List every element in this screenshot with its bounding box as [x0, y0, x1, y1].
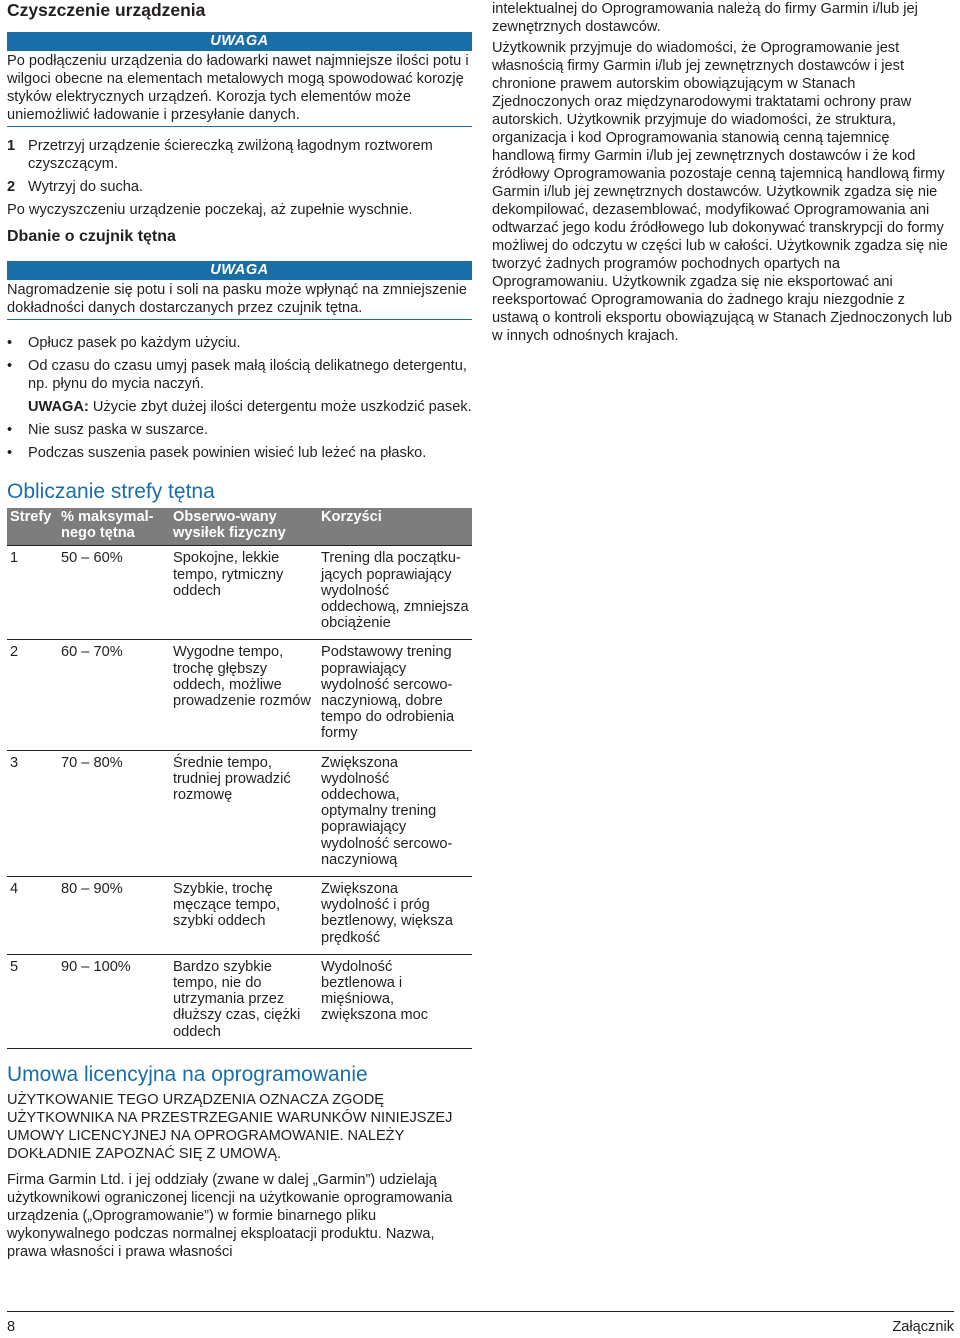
zones-title: Obliczanie strefy tętna: [7, 480, 215, 503]
sensor-bullets-2: [7, 421, 472, 462]
table-cell: Podstawowy trening poprawiający wydolność sercowo-naczyniową, dobre tempo do odrobienia formy: [318, 640, 472, 750]
list-item-text: Podczas suszenia pasek powinien wisieć lub leżeć na płasko.: [28, 445, 427, 461]
left-column: [7, 0, 472, 1267]
cleaning-note: [7, 32, 472, 127]
list-item: [7, 444, 472, 462]
table-cell: 70 – 80%: [58, 750, 170, 876]
footer-section-label: Załącznik: [892, 1319, 954, 1335]
sensor-note-label: UWAGA: [7, 261, 472, 280]
sensor-bullets: [7, 334, 472, 393]
list-item: [7, 334, 472, 352]
table-cell: 3: [7, 750, 58, 876]
table-header-benefits: Korzyści: [318, 508, 472, 546]
table-row: [7, 640, 472, 750]
table-cell: Wygodne tempo, trochę głębszy oddech, możliwe prowadzenie rozmów: [170, 640, 318, 750]
table-header-effort: Obserwo-wany wysiłek fizyczny: [170, 508, 318, 546]
zones-table: [7, 508, 472, 1049]
sensor-note-text: Nagromadzenie się potu i soli na pasku może wpłynąć na zmniejszenie dokładności danych dostarczanych przez czujnik tętna.: [7, 280, 472, 320]
table-row: [7, 546, 472, 640]
table-cell: 2: [7, 640, 58, 750]
step-text: Przetrzyj urządzenie ściereczką zwilżoną łagodnym roztworem czyszczącym.: [28, 138, 433, 172]
step-1: [7, 137, 472, 173]
step-number: 1: [7, 138, 16, 154]
list-item-text: Opłucz pasek po każdym użyciu.: [28, 335, 241, 351]
cleaning-steps: [7, 137, 472, 196]
table-header-zone: Strefy: [7, 508, 58, 546]
warning-label: UWAGA:: [28, 399, 89, 415]
cleaning-note-text: Po podłączeniu urządzenia do ładowarki nawet najmniejsze ilości potu i wilgoci obecne na elementach metalowych mogą spowodować korozję styków elektrycznych urządzeń. Korozja tych elementów może uniemożliwić ładowanie i przesyłanie danych.: [7, 51, 472, 127]
table-cell: 4: [7, 877, 58, 955]
step-text: Wytrzyj do sucha.: [28, 179, 144, 195]
cleaning-note-label: UWAGA: [7, 32, 472, 51]
table-row: [7, 954, 472, 1048]
bullet-icon: •: [7, 445, 13, 461]
table-cell: Szybkie, trochę męczące tempo, szybki oddech: [170, 877, 318, 955]
bullet-icon: •: [7, 422, 13, 438]
list-item-text: Nie susz paska w suszarce.: [28, 422, 209, 438]
warning-text: Użycie zbyt dużej ilości detergentu może uszkodzić pasek.: [88, 399, 472, 415]
table-cell: Trening dla początku-jących poprawiający wydolność oddechową, zmniejsza obciążenie: [318, 546, 472, 640]
cleaning-title: Czyszczenie urządzenia: [7, 0, 206, 20]
table-cell: 90 – 100%: [58, 954, 170, 1048]
license-title: Umowa licencyjna na oprogramowanie: [7, 1062, 368, 1086]
table-cell: Wydolność beztlenowa i mięśniowa, zwiększona moc: [318, 954, 472, 1048]
list-item-text: Od czasu do czasu umyj pasek małą ilością delikatnego detergentu, np. płynu do mycia naczyń.: [28, 358, 467, 392]
detergent-warning: [28, 398, 472, 416]
page-number: 8: [7, 1319, 16, 1335]
step-number: 2: [7, 179, 16, 195]
table-cell: 1: [7, 546, 58, 640]
table-cell: Bardzo szybkie tempo, nie do utrzymania przez dłuższy czas, ciężki oddech: [170, 954, 318, 1048]
license-caps-text: UŻYTKOWANIE TEGO URZĄDZENIA OZNACZA ZGODĘ UŻYTKOWNIKA NA PRZESTRZEGANIE WARUNKÓW NINIEJSZEJ UMOWY LICENCYJNEJ NA OPROGRAMOWANIE. NALEŻY DOKŁADNIE ZAPOZNAĆ SIĘ Z UMOWĄ.: [7, 1091, 453, 1162]
table-cell: Zwiększona wydolność i próg beztlenowy, większa prędkość: [318, 877, 472, 955]
list-item: [7, 421, 472, 439]
table-header-percent: % maksymal- nego tętna: [58, 508, 170, 546]
license-paragraph-1: Firma Garmin Ltd. i jej oddziały (zwane w dalej „Garmin”) udzielają użytkownikowi ograniczonej licencji na użytkowanie oprogramowania urządzenia („Oprogramowanie”) w formie binarnego pliku wykonywalnego podczas normalnej eksploatacji produktu. Nazwa, prawa własności i prawa własności: [7, 1171, 453, 1260]
license-paragraph-1-continued: intelektualnej do Oprogramowania należą do firmy Garmin i/lub jej zewnętrznych dostawców.: [492, 1, 918, 35]
bullet-icon: •: [7, 335, 13, 351]
table-cell: Spokojne, lekkie tempo, rytmiczny oddech: [170, 546, 318, 640]
table-cell: Zwiększona wydolność oddechowa, optymalny trening poprawiający wydolność sercowo-naczyniową: [318, 750, 472, 876]
license-paragraph-2: Użytkownik przyjmuje do wiadomości, że Oprogramowanie jest własnością firmy Garmin i/lub jej zewnętrznych dostawców i jest chronione prawem autorskim obowiązującym w Stanach Zjednoczonych oraz międzynarodowymi traktatami ochrony praw autorskich. Użytkownik przyjmuje do wiadomości, że struktura, organizacja i kod Oprogramowania stanowią cenną tajemnicę handlową firmy Garmin i/lub jej zewnętrznych dostawców i że kod źródłowy Oprogramowania pozostaje cenną tajemnicą handlową firmy Garmin i/lub jej zewnętrznych dostawców. Użytkownik zgadza się nie dekompilować, dezasemblować, modyfikować Oprogramowania ani odtwarzać jego kodu źródłowego lub dokonywać transkrypcji do formy możliwej do odczytu w części lub w całości. Użytkownik zgadza się nie tworzyć żadnych programów pochodnych opartych na Oprogramowaniu. Użytkownik zgadza się nie eksportować ani reeksportować Oprogramowania do żadnego kraju niezgodnie z ustawą o kontroli eksportu obowiązującą w Stanach Zjednoczonych lub w innych odnośnych krajach.: [492, 40, 952, 344]
table-cell: Średnie tempo, trudniej prowadzić rozmowę: [170, 750, 318, 876]
table-row: [7, 877, 472, 955]
bullet-icon: •: [7, 358, 13, 374]
right-column: [492, 0, 954, 351]
cleaning-after-text: Po wyczyszczeniu urządzenie poczekaj, aż zupełnie wyschnie.: [7, 202, 413, 218]
table-cell: 60 – 70%: [58, 640, 170, 750]
table-cell: 5: [7, 954, 58, 1048]
sensor-title: Dbanie o czujnik tętna: [7, 228, 176, 245]
table-header-row: [7, 508, 472, 546]
sensor-note: [7, 261, 472, 320]
table-cell: 80 – 90%: [58, 877, 170, 955]
step-2: [7, 178, 472, 196]
table-row: [7, 750, 472, 876]
table-cell: 50 – 60%: [58, 546, 170, 640]
list-item: [7, 357, 472, 393]
footer-divider: [7, 1311, 954, 1312]
